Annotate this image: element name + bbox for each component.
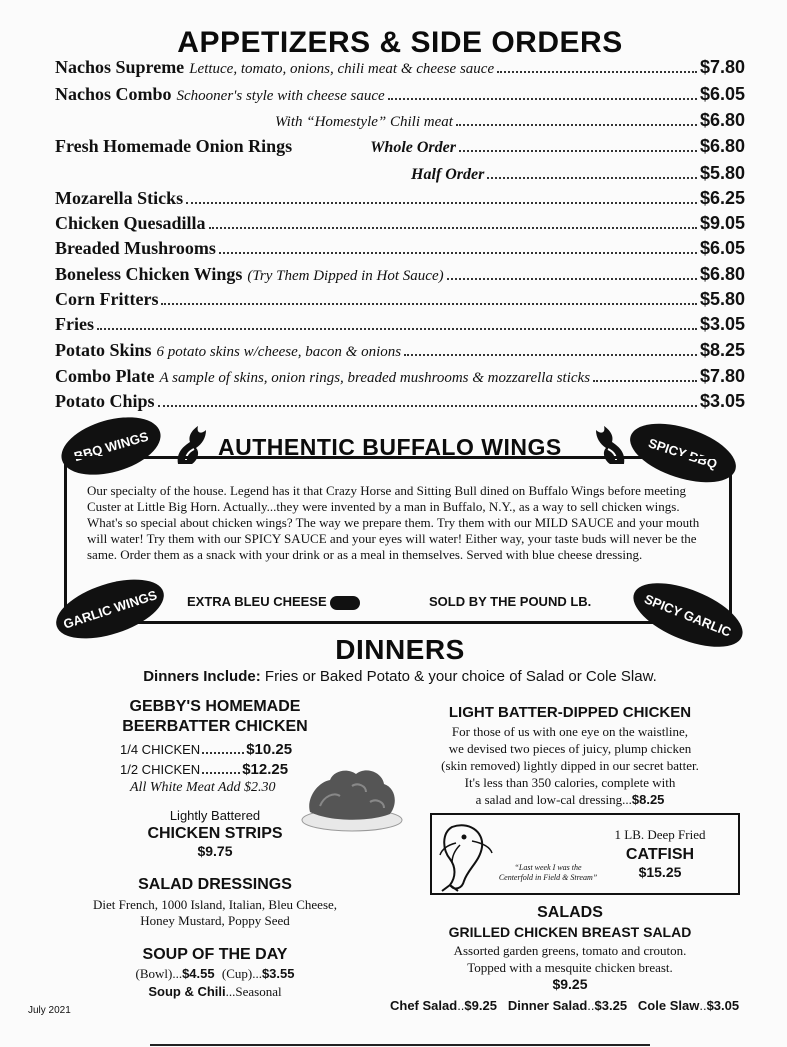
appetizer-description: Schooner's style with cheese sauce (176, 88, 385, 104)
appetizer-price: $3.05 (699, 391, 745, 411)
leader-dots (456, 124, 697, 126)
soup-title: SOUP OF THE DAY (142, 946, 288, 963)
leader-dots (219, 252, 697, 254)
appetizer-name: Boneless Chicken Wings (55, 264, 243, 284)
appetizer-row (55, 366, 745, 390)
appetizer-row (55, 238, 745, 262)
appetizer-price: $7.80 (699, 57, 745, 77)
appetizer-description: With “Homestyle” Chili meat (275, 114, 453, 130)
appetizer-row (55, 314, 745, 338)
soup-prices (70, 966, 360, 982)
soup-chili-text: ...Seasonal (225, 984, 282, 999)
appetizer-name: Combo Plate (55, 366, 155, 386)
catfish-pre: 1 LB. Deep Fried (614, 827, 706, 842)
wings-heading: AUTHENTIC BUFFALO WINGS (218, 434, 562, 460)
beerbatter-title-2: BEERBATTER CHICKEN (122, 718, 308, 735)
dinner-salad-label: Dinner Salad (507, 998, 588, 1013)
half-chicken-label: 1/2 CHICKEN (120, 762, 201, 777)
appetizer-price: $8.25 (699, 340, 745, 360)
appetizer-row (55, 84, 745, 108)
soup-cup-label: (Cup)... (221, 966, 262, 981)
appetizer-price: $6.05 (699, 238, 745, 258)
catfish-price: $15.25 (638, 864, 682, 880)
strips-title: CHICKEN STRIPS (147, 825, 283, 842)
leader-dots (497, 71, 697, 73)
dinners-heading: DINNERS (335, 634, 465, 665)
quarter-chicken-price: $10.25 (246, 741, 293, 758)
garlic-wings-label: GARLIC WINGS (61, 586, 159, 632)
appetizer-name: Breaded Mushrooms (55, 238, 216, 258)
dinners-include-label: Dinners Include: (143, 668, 261, 685)
fried-chicken-image (300, 762, 404, 834)
appetizer-row (55, 213, 745, 237)
appetizer-description: 6 potato skins w/cheese, bacon & onions (156, 344, 402, 360)
beerbatter-title-1: GEBBY'S HOMEMADE (129, 698, 301, 715)
appetizer-row (55, 391, 745, 415)
catfish-title: CATFISH (625, 846, 695, 863)
grilled-salad-line-2: Topped with a mesquite chicken breast. (467, 960, 673, 975)
appetizer-price: $6.25 (699, 188, 745, 208)
white-meat-note: All White Meat Add $2.30 (130, 780, 276, 795)
light-chicken-line-1: For those of us with one eye on the waistline, (451, 724, 689, 739)
appetizer-row (55, 110, 745, 134)
leader-dots (161, 303, 696, 305)
appetizer-price: $6.05 (699, 84, 745, 104)
half-chicken-price: $12.25 (242, 761, 289, 778)
grilled-salad-price: $9.25 (552, 976, 588, 992)
light-chicken-line-5 (405, 791, 735, 808)
appetizers-heading: APPETIZERS & SIDE ORDERS (177, 26, 623, 59)
grilled-salad-line-1: Assorted garden greens, tomato and crouton. (453, 943, 687, 958)
leader-dots (209, 227, 697, 229)
appetizer-description: (Try Them Dipped in Hot Sauce) (247, 268, 444, 284)
light-chicken-line-2: we devised two pieces of juicy, plump chicken (448, 741, 692, 756)
appetizer-price: $6.80 (699, 264, 745, 284)
wings-description: Our specialty of the house. Legend has it that Crazy Horse and Sitting Bull dined on Buffalo Wings before meeting Custer at Little Big Horn. Actually...they were invented by a man in Buffalo, N.Y., as a way to sell chicken wings. What's so special about chicken wings? The way we prepare them. Try them with our MILD SAUCE and your mouth will water! Try them with our SPICY SAUCE and your eyes will water! Either way, your taste buds will never be the same. Order them as a snack with your drink or as a meal in themselves. Served with blue cheese dressing. (87, 483, 700, 562)
footer-date: July 2021 (28, 1005, 71, 1016)
appetizer-price: $5.80 (699, 163, 745, 183)
chicken-strips-section (120, 808, 310, 859)
catfish-quote-1: “Last week I was the (514, 863, 582, 872)
catfish-box (430, 813, 740, 895)
leader-dots (97, 328, 697, 330)
dinner-salad-price: $3.25 (594, 998, 628, 1013)
chef-salad-label: Chef Salad (390, 998, 458, 1013)
extra-bleu-cheese-label: EXTRA BLEU CHEESE (187, 594, 327, 609)
appetizer-name: Potato Skins (55, 340, 152, 360)
appetizer-name: Mozarella Sticks (55, 188, 184, 208)
appetizer-price: $7.80 (699, 366, 745, 386)
appetizer-name: Corn Fritters (55, 289, 159, 309)
small-salads-row: Chef Salad..$9.25 Dinner Salad..$3.25 Cole Slaw..$3.05 (390, 998, 740, 1013)
appetizer-row (55, 289, 745, 313)
strips-pre: Lightly Battered (169, 808, 261, 823)
appetizer-price: $6.80 (699, 110, 745, 130)
leader-dots (158, 405, 697, 407)
bbq-wings-label: BBQ WINGS (72, 428, 150, 464)
half-chicken-row (120, 761, 288, 778)
price-blot (330, 596, 360, 610)
dinners-include (0, 668, 787, 685)
appetizer-price: $6.80 (699, 136, 745, 156)
leader-dots (593, 380, 697, 382)
chef-salad-price: $9.25 (464, 998, 497, 1013)
salad-dressings-section (50, 876, 380, 929)
appetizer-price: $9.05 (699, 213, 745, 233)
sold-by-pound: SOLD BY THE POUND LB. (429, 594, 592, 609)
extra-bleu-cheese (187, 594, 360, 610)
light-chicken-section (405, 704, 735, 808)
soup-bowl-label: (Bowl)... (135, 966, 183, 981)
light-chicken-title: LIGHT BATTER-DIPPED CHICKEN (448, 704, 692, 721)
spicy-garlic-label: SPICY GARLIC (642, 590, 734, 640)
appetizer-row (55, 340, 745, 364)
appetizer-name: Nachos Supreme (55, 57, 185, 77)
spicy-bbq-label: SPICY BBQ (646, 434, 720, 472)
strips-price: $9.75 (197, 843, 233, 859)
bottom-rule (150, 1044, 650, 1046)
catfish-quote-2: Centerfold in Field & Stream” (498, 873, 598, 882)
appetizer-price: $5.80 (699, 289, 745, 309)
leader-dots (487, 177, 697, 179)
wings-box (64, 456, 732, 624)
appetizer-description: Lettuce, tomato, onions, chili meat & cheese sauce (189, 61, 495, 77)
appetizer-description: A sample of skins, onion rings, breaded mushrooms & mozzarella sticks (159, 370, 591, 386)
appetizer-name: Chicken Quesadilla (55, 213, 206, 233)
cole-slaw-price: $3.05 (706, 998, 740, 1013)
leader-dots (447, 278, 697, 280)
grilled-salad-title: GRILLED CHICKEN BREAST SALAD (448, 924, 692, 940)
soup-chili-label: Soup & Chili (148, 984, 226, 999)
leader-dots (459, 150, 697, 152)
soup-cup-price: $3.55 (261, 966, 295, 981)
light-chicken-line-5-text: a salad and low-cal dressing... (475, 792, 632, 807)
leader-dots (404, 354, 697, 356)
beerbatter-section (70, 697, 360, 737)
quarter-chicken-label: 1/4 CHICKEN (120, 742, 201, 757)
appetizer-description: Whole Order (370, 139, 456, 156)
appetizer-row (55, 188, 745, 212)
leader-dots (186, 202, 697, 204)
appetizer-name: Fresh Homemade Onion Rings (55, 136, 293, 156)
appetizer-row (55, 163, 745, 187)
catfish-text (590, 827, 730, 880)
dinners-include-text: Fries or Baked Potato & your choice of Salad or Cole Slaw. (264, 668, 657, 685)
appetizer-name: Fries (55, 314, 94, 334)
dressings-title: SALAD DRESSINGS (138, 876, 292, 893)
soup-bowl-price: $4.55 (182, 966, 215, 981)
light-chicken-price: $8.25 (631, 792, 665, 807)
dressings-line-2: Honey Mustard, Poppy Seed (140, 913, 290, 928)
soup-section (70, 946, 360, 1000)
appetizer-row (55, 264, 745, 288)
appetizer-row (55, 57, 745, 81)
dressings-line-1: Diet French, 1000 Island, Italian, Bleu Cheese, (92, 897, 338, 912)
catfish-icon (438, 819, 494, 893)
salads-heading: SALADS (537, 904, 603, 921)
appetizer-description: Half Order (411, 166, 485, 183)
soup-chili-row (70, 984, 360, 1000)
light-chicken-line-3: (skin removed) lightly dipped in our secret batter. (441, 758, 699, 773)
cole-slaw-label: Cole Slaw (637, 998, 700, 1013)
light-chicken-line-4: It's less than 350 calories, complete with (464, 775, 676, 790)
appetizer-price: $3.05 (699, 314, 745, 334)
appetizer-name: Nachos Combo (55, 84, 172, 104)
leader-dots (388, 98, 697, 100)
appetizer-row (55, 136, 745, 160)
salads-section (405, 904, 735, 992)
quarter-chicken-row (120, 741, 292, 758)
appetizer-name: Potato Chips (55, 391, 155, 411)
